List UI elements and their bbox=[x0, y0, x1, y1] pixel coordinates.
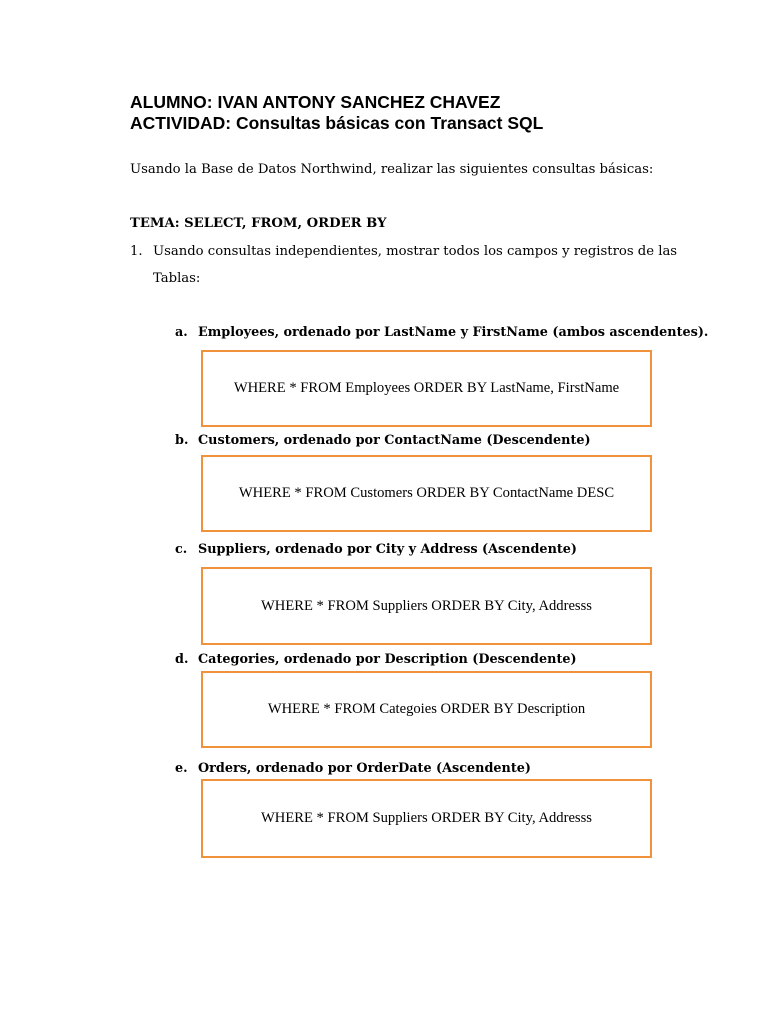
question-number: 1. bbox=[130, 244, 143, 259]
list-item-label bbox=[175, 433, 591, 448]
intro-text: Usando la Base de Datos Northwind, realizar las siguientes consultas básicas: bbox=[130, 162, 654, 177]
activity-heading: ACTIVIDAD: Consultas básicas con Transact SQL bbox=[130, 113, 544, 133]
list-item-label bbox=[175, 652, 577, 667]
answer-text: WHERE * FROM Suppliers ORDER BY City, Addresss bbox=[261, 597, 592, 614]
answer-text: WHERE * FROM Suppliers ORDER BY City, Addresss bbox=[261, 810, 592, 826]
answer-text: WHERE * FROM Employees ORDER BY LastName, FirstName bbox=[233, 380, 620, 396]
answer-text: WHERE * FROM Categoies ORDER BY Description bbox=[267, 701, 586, 717]
list-item-label bbox=[175, 325, 708, 340]
list-item-letter: e. bbox=[175, 761, 188, 776]
answer-box bbox=[201, 350, 652, 427]
list-item-letter: b. bbox=[175, 433, 189, 448]
list-item-text: Orders, ordenado por OrderDate (Ascendente) bbox=[198, 761, 531, 776]
answer-box bbox=[201, 455, 652, 532]
answer-box bbox=[201, 779, 652, 858]
question-text-line-2: Tablas: bbox=[153, 271, 201, 286]
list-item-letter: d. bbox=[175, 652, 189, 667]
list-item-text: Suppliers, ordenado por City y Address (Ascendente) bbox=[198, 542, 577, 557]
list-item-text: Employees, ordenado por LastName y FirstName (ambos ascendentes). bbox=[198, 325, 709, 340]
answer-text: WHERE * FROM Customers ORDER BY ContactName DESC bbox=[238, 485, 615, 501]
question-text-line-1: Usando consultas independientes, mostrar todos los campos y registros de las bbox=[153, 244, 678, 259]
topic-heading: TEMA: SELECT, FROM, ORDER BY bbox=[130, 216, 387, 231]
answer-box bbox=[201, 671, 652, 748]
list-item-label bbox=[175, 761, 531, 776]
list-item-label bbox=[175, 542, 577, 557]
list-item-letter: a. bbox=[175, 325, 188, 340]
list-item-text: Categories, ordenado por Description (Descendente) bbox=[198, 652, 577, 667]
student-name-heading: ALUMNO: IVAN ANTONY SANCHEZ CHAVEZ bbox=[130, 92, 501, 112]
list-item-text: Customers, ordenado por ContactName (Descendente) bbox=[198, 433, 591, 448]
list-item-letter: c. bbox=[175, 542, 188, 557]
answer-box bbox=[201, 567, 652, 645]
